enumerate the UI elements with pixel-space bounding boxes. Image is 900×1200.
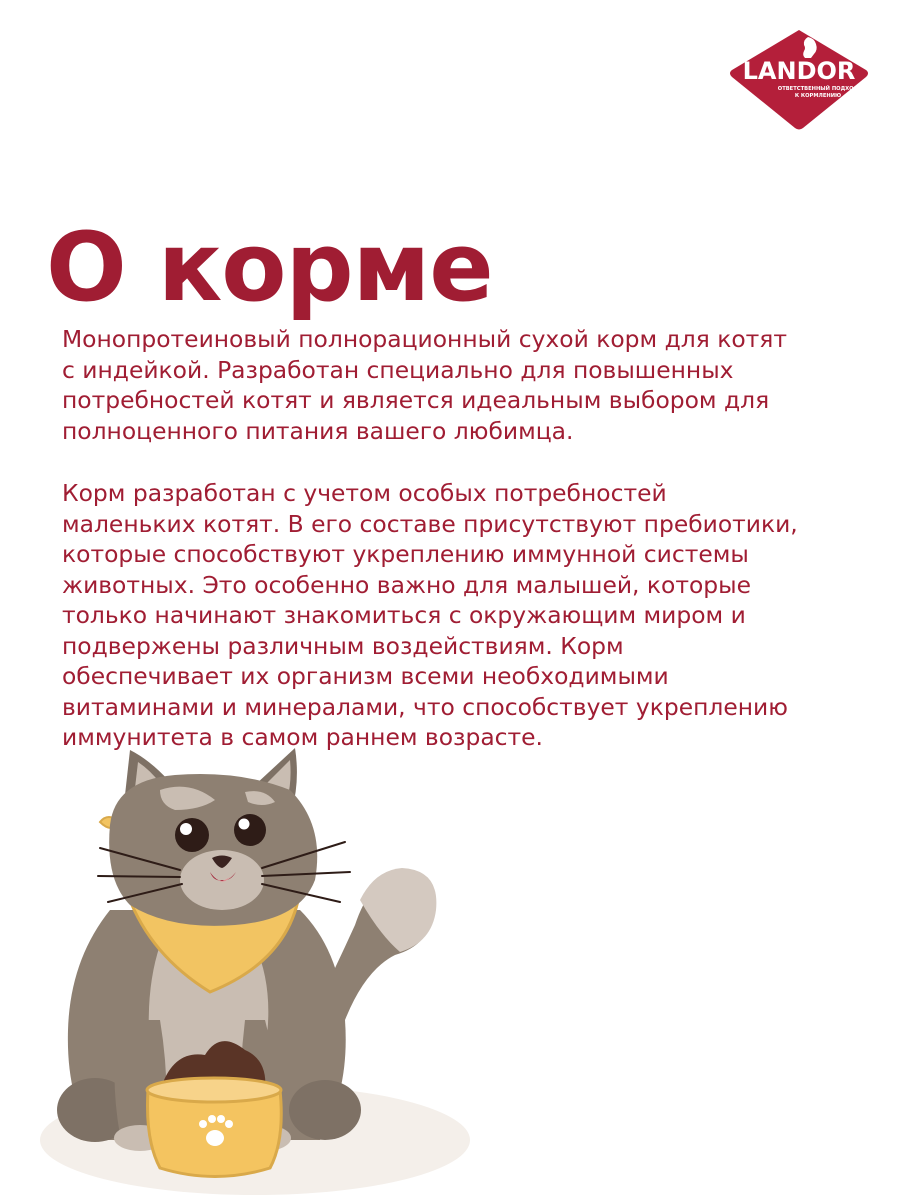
- cat-eye-left: [175, 818, 209, 852]
- paragraph-line: потребностей котят и является идеальным выбором для: [62, 386, 770, 414]
- paragraph-line: Корм разработан с учетом особых потребностей: [62, 479, 667, 507]
- paragraph-line: обеспечивает их организм всеми необходимыми: [62, 662, 669, 690]
- landor-logo: [728, 28, 870, 132]
- page-title: О корме: [46, 213, 493, 323]
- cat-eye-right-shine: [239, 819, 250, 830]
- paragraph-line: с индейкой. Разработан специально для повышенных: [62, 355, 734, 384]
- description-paragraph-2: [62, 478, 798, 753]
- brand-name: LANDOR: [742, 57, 856, 85]
- paragraph-line: животных. Это особенно важно для малышей, которые: [62, 570, 752, 599]
- paragraph-line: витаминами и минералами, что способствует укреплению: [62, 692, 788, 721]
- brand-tagline-line1: ОТВЕТСТВЕННЫЙ ПОДХОД: [777, 86, 859, 92]
- paragraph-line: полноценного питания вашего любимца.: [62, 416, 574, 445]
- paragraph-line: Монопротеиновый полнорационный сухой корм для котят: [62, 325, 787, 353]
- cat-back-leg-right: [289, 1080, 361, 1140]
- food-bowl-rim: [147, 1078, 281, 1102]
- description-paragraph-1: [62, 324, 787, 446]
- paragraph-line: которые способствуют укреплению иммунной системы: [62, 540, 749, 568]
- paragraph-line: только начинают знакомиться с окружающим миром и: [62, 601, 746, 629]
- cat-eye-right: [234, 814, 266, 846]
- paragraph-line: маленьких котят. В его составе присутствуют пребиотики,: [62, 509, 798, 538]
- cat-eye-left-shine: [180, 823, 192, 835]
- brand-tagline-line2: К КОРМЛЕНИЮ: [794, 93, 842, 99]
- kitten-illustration: [0, 730, 900, 1200]
- paragraph-line: иммунитета в самом раннем возрасте.: [62, 723, 543, 751]
- paragraph-line: подвержены различным воздействиям. Корм: [62, 631, 624, 660]
